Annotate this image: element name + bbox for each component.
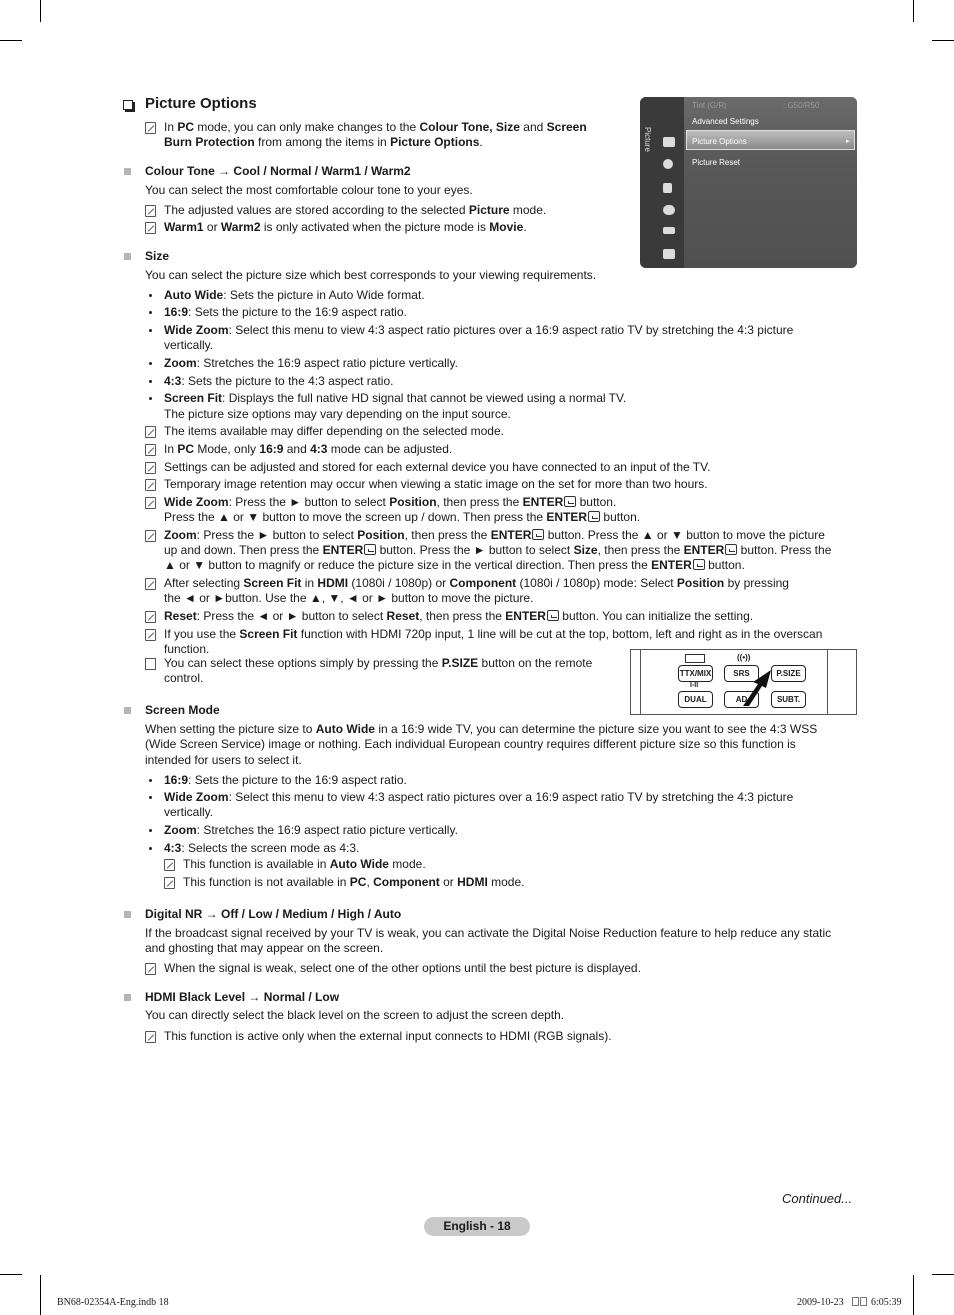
- size-note1: The items available may differ depending on the selected mode.: [164, 424, 504, 438]
- note-icon: [145, 222, 156, 234]
- size-bullet-screen-fit: Screen Fit: Displays the full native HD signal that cannot be viewed using a normal TV.: [164, 391, 627, 405]
- ad-button: AD: [724, 691, 759, 708]
- digital-nr-desc2: and ghosting that may appear on the screen.: [145, 941, 384, 955]
- checkbox-icon: [123, 100, 133, 110]
- print-time: 6:05:39: [871, 1297, 902, 1308]
- screen-mode-desc3: intended for users to select it.: [145, 753, 302, 767]
- application-icon: [663, 249, 675, 259]
- colour-tone-title: Colour Tone → Cool / Normal / Warm1 / Warm2: [145, 164, 411, 178]
- dual-icon-label: I-II: [690, 682, 699, 689]
- page-title: Picture Options: [145, 95, 257, 112]
- size-note7-line1: After selecting Screen Fit in HDMI (1080i / 1080p) or Component (1080i / 1080p) mode: Select Position by pressing: [164, 576, 789, 590]
- crop-mark: [932, 40, 954, 41]
- size-note5-line1: Wide Zoom: Press the ► button to select Position, then press the ENTER button.: [164, 495, 617, 509]
- remote-edge: [630, 649, 641, 715]
- crop-mark: [0, 1274, 22, 1275]
- screen-mode-desc1: When setting the picture size to Auto Wide in a 16:9 wide TV, you can determine the picture size you want to see the 4:3 WSS: [145, 722, 818, 736]
- note-icon: [145, 963, 156, 975]
- bullet: [149, 329, 152, 332]
- picture-icon: [663, 137, 675, 147]
- srs-button: SRS: [724, 665, 759, 682]
- screen-mode-bullet-16-9: 16:9: Sets the picture to the 16:9 aspect ratio.: [164, 773, 407, 787]
- menu-item-advanced: Advanced Settings: [692, 117, 759, 126]
- digital-nr-title: Digital NR → Off / Low / Medium / High / Auto: [145, 907, 402, 921]
- section-marker: [124, 707, 131, 714]
- section-marker: [124, 994, 131, 1001]
- subt-button: SUBT.: [771, 691, 806, 708]
- screen-mode-desc2: (Wide Screen Service) image or nothing. Each individual European country requires different picture size so this function is: [145, 737, 796, 751]
- crop-mark: [913, 1275, 914, 1315]
- bullet: [149, 380, 152, 383]
- print-box-glyph: [852, 1297, 859, 1306]
- setup-icon: [663, 205, 675, 215]
- bullet: [149, 779, 152, 782]
- ttx-mix-button: TTX/MIX: [678, 665, 713, 682]
- crop-mark: [40, 0, 41, 22]
- section-marker: [124, 911, 131, 918]
- size-note10-line1: You can select these options simply by pressing the P.SIZE button on the remote: [164, 656, 593, 670]
- size-bullet-zoom: Zoom: Stretches the 16:9 aspect ratio picture vertically.: [164, 356, 458, 370]
- menu-item-arrow: ▸: [846, 138, 850, 145]
- size-note6-line3: ▲ or ▼ button to magnify or reduce the picture size in the vertical direction. Then press the ENTER button.: [164, 558, 745, 572]
- note-icon: [145, 205, 156, 217]
- sound-icon: [663, 159, 673, 169]
- bullet: [149, 847, 152, 850]
- note-icon: [145, 122, 156, 134]
- size-bullet-auto-wide: Auto Wide: Sets the picture in Auto Wide format.: [164, 288, 425, 302]
- bullet: [149, 397, 152, 400]
- size-bullet-4-3: 4:3: Sets the picture to the 4:3 aspect ratio.: [164, 374, 394, 388]
- note-icon: [145, 426, 156, 438]
- note-icon: [145, 578, 156, 590]
- size-note5-line2: Press the ▲ or ▼ button to move the screen up / down. Then press the ENTER button.: [164, 510, 641, 524]
- size-note3: Settings can be adjusted and stored for each external device you have connected to an input of the TV.: [164, 460, 711, 474]
- bullet: [149, 311, 152, 314]
- screen-mode-title: Screen Mode: [145, 703, 220, 717]
- colour-tone-note1: The adjusted values are stored according to the selected Picture mode.: [164, 203, 547, 217]
- menu-item-picture-options: Picture Options: [692, 137, 747, 146]
- size-bullet-wide-zoom-cont: vertically.: [164, 338, 214, 352]
- colour-tone-desc: You can select the most comfortable colour tone to your eyes.: [145, 183, 473, 197]
- channel-icon: [663, 183, 672, 193]
- enter-icon: [693, 559, 705, 570]
- note-icon: [164, 877, 175, 889]
- crop-mark: [40, 1275, 41, 1315]
- note-icon: [145, 1031, 156, 1043]
- section-marker: [124, 253, 131, 260]
- print-date: 2009-10-23: [797, 1297, 844, 1308]
- note-icon: [145, 497, 156, 509]
- size-note6-line1: Zoom: Press the ► button to select Position, then press the ENTER button. Press the ▲ or ▼ button to move the picture: [164, 528, 825, 542]
- hdmi-black-note1: This function is active only when the external input connects to HDMI (RGB signals).: [164, 1029, 612, 1043]
- section-marker: [124, 168, 131, 175]
- bullet: [149, 294, 152, 297]
- screen-mode-bullet-zoom: Zoom: Stretches the 16:9 aspect ratio picture vertically.: [164, 823, 458, 837]
- size-note10-line2: control.: [164, 671, 204, 685]
- digital-nr-desc1: If the broadcast signal received by your TV is weak, you can activate the Digital Noise Reduction feature to help reduce any static: [145, 926, 832, 940]
- bullet: [149, 829, 152, 832]
- note-icon: [145, 479, 156, 491]
- screen-mode-bullet-wide-zoom-cont: vertically.: [164, 805, 214, 819]
- size-bullet-16-9: 16:9: Sets the picture to the 16:9 aspect ratio.: [164, 305, 407, 319]
- note-icon: [145, 444, 156, 456]
- screen-mode-bullet-4-3: 4:3: Selects the screen mode as 4:3.: [164, 841, 360, 855]
- intro-note-line1: In PC mode, you can only make changes to the Colour Tone, Size and Screen: [164, 120, 587, 134]
- menu-item-tint: Tint (G/R): [692, 101, 727, 110]
- size-note6-line2: up and down. Then press the ENTER button. Press the ► button to select Size, then press the ENTER button. Press the: [164, 543, 832, 557]
- enter-icon: [725, 544, 737, 555]
- screen-mode-note2: This function is not available in PC, Component or HDMI mode.: [183, 875, 525, 889]
- crop-mark: [0, 40, 22, 41]
- hdmi-black-desc: You can directly select the black level on the screen to adjust the screen depth.: [145, 1008, 565, 1022]
- colour-tone-note2: Warm1 or Warm2 is only activated when the picture mode is Movie.: [164, 220, 527, 234]
- enter-icon: [364, 544, 376, 555]
- bullet: [149, 796, 152, 799]
- menu-item-tint-value: : G50/R50: [783, 101, 820, 110]
- remote-edge: [827, 649, 858, 715]
- size-bullet-screen-fit-cont: The picture size options may vary depending on the input source.: [164, 407, 511, 421]
- dual-button: DUAL: [678, 691, 713, 708]
- digital-nr-note1: When the signal is weak, select one of the other options until the best picture is displayed.: [164, 961, 641, 975]
- enter-icon: [547, 610, 559, 621]
- remote-tip-icon: [145, 658, 156, 670]
- print-box-glyph: [860, 1297, 867, 1306]
- enter-icon: [588, 511, 600, 522]
- size-desc: You can select the picture size which best corresponds to your viewing requirements.: [145, 268, 597, 282]
- intro-note-line2: Burn Protection from among the items in Picture Options.: [164, 135, 483, 149]
- p-size-button: P.SIZE: [771, 665, 806, 682]
- size-note4: Temporary image retention may occur when viewing a static image on the set for more than two hours.: [164, 477, 708, 491]
- pointer-arrow-icon: [731, 668, 781, 708]
- bullet: [149, 362, 152, 365]
- enter-icon: [532, 529, 544, 540]
- note-icon: [145, 462, 156, 474]
- size-title: Size: [145, 249, 170, 263]
- note-icon: [145, 629, 156, 641]
- size-bullet-wide-zoom: Wide Zoom: Select this menu to view 4:3 aspect ratio pictures over a 16:9 aspect ratio TV by stretching the 4:3 picture: [164, 323, 794, 337]
- size-note9-line2: function.: [164, 642, 210, 656]
- enter-icon: [564, 496, 576, 507]
- size-note2: In PC Mode, only 16:9 and 4:3 mode can be adjusted.: [164, 442, 453, 456]
- srs-sound-icon: ((•)): [737, 653, 751, 662]
- size-note9-line1: If you use the Screen Fit function with HDMI 720p input, 1 line will be cut at the top, bottom, left and right as in the overscan: [164, 627, 823, 641]
- continued-text: Continued...: [782, 1191, 853, 1206]
- crop-mark: [913, 0, 914, 22]
- note-icon: [145, 611, 156, 623]
- size-note8: Reset: Press the ◄ or ► button to select Reset, then press the ENTER button. You can initialize the setting.: [164, 609, 754, 623]
- menu-side-label: Picture: [643, 127, 652, 152]
- crop-mark: [932, 1274, 954, 1275]
- input-icon: [663, 227, 675, 234]
- menu-item-picture-reset: Picture Reset: [692, 158, 741, 167]
- page-number: English - 18: [424, 1217, 530, 1236]
- print-file-name: BN68-02354A-Eng.indb 18: [57, 1297, 169, 1308]
- hdmi-black-title: HDMI Black Level → Normal / Low: [145, 990, 340, 1004]
- screen-mode-note1: This function is available in Auto Wide mode.: [183, 857, 426, 871]
- tv-menu-screenshot: [640, 97, 857, 268]
- remote-control-image: [630, 649, 857, 715]
- size-note7-line2: the ◄ or ►button. Use the ▲, ▼, ◄ or ► button to move the picture.: [164, 591, 534, 605]
- note-icon: [145, 530, 156, 542]
- teletext-icon: [685, 654, 705, 663]
- screen-mode-bullet-wide-zoom: Wide Zoom: Select this menu to view 4:3 aspect ratio pictures over a 16:9 aspect ratio TV by stretching the 4:3 picture: [164, 790, 794, 804]
- menu-sidebar: [640, 97, 684, 268]
- note-icon: [164, 859, 175, 871]
